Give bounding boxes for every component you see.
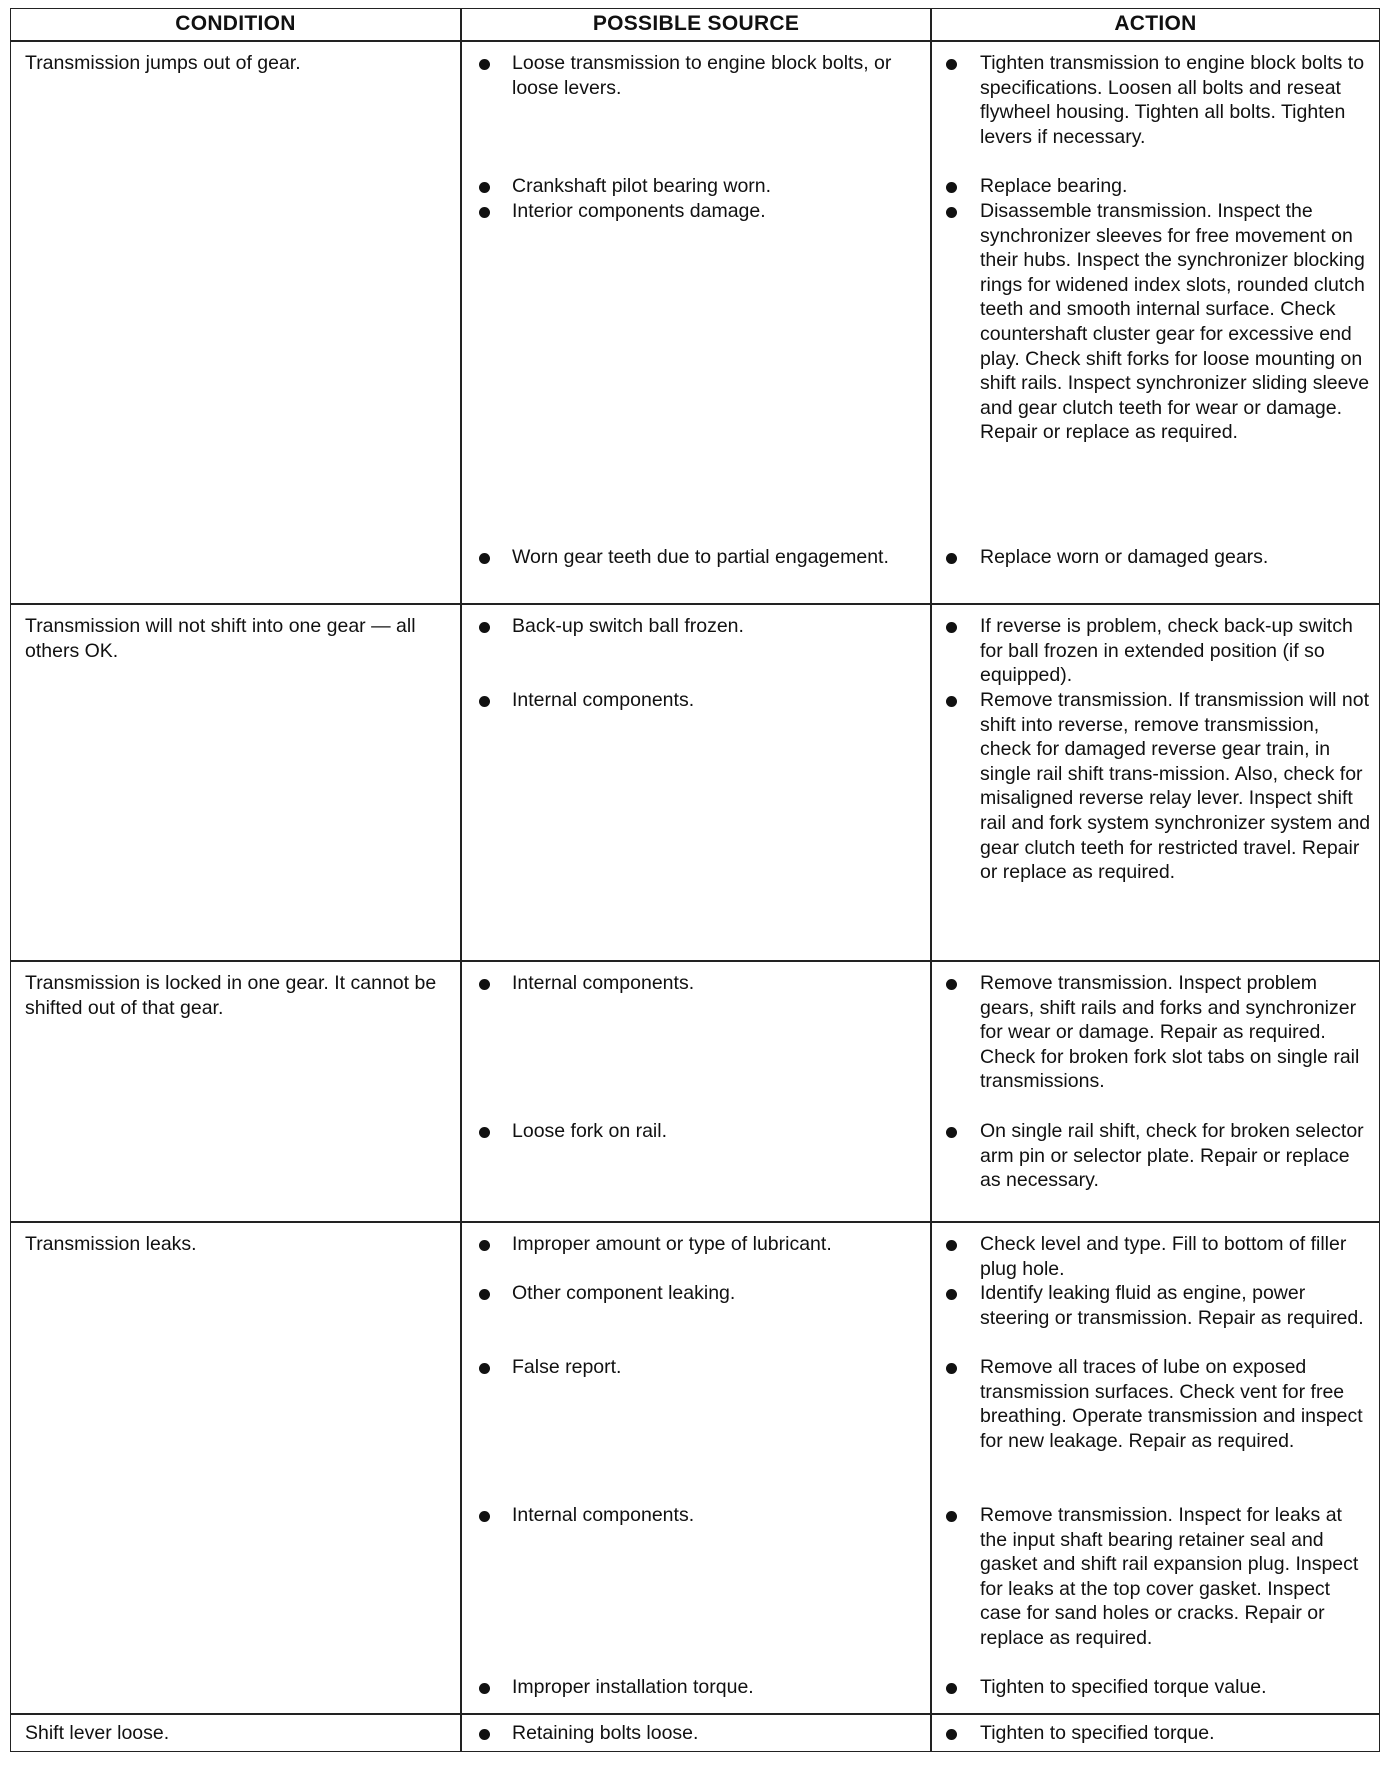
- list-item: [462, 1675, 930, 1700]
- bullet-icon: [946, 622, 957, 633]
- table-row: [10, 604, 1380, 961]
- bullet-icon: [946, 1511, 957, 1522]
- source-text: Worn gear teeth due to partial engagement.: [512, 546, 889, 568]
- action-text: Tighten transmission to engine block bolts to specifications. Loosen all bolts and reseat flywheel housing. Tighten all bolts. Tighten levers if necessary.: [980, 52, 1365, 148]
- list-item: [932, 545, 1379, 570]
- bullet-icon: [946, 553, 957, 564]
- bullet-icon: [479, 1511, 490, 1522]
- bullet-icon: [946, 1289, 957, 1300]
- action-text: Remove transmission. Inspect problem gears, shift rails and forks and synchronizer for wear or damage. Repair as required. Check for broken fork slot tabs on single rail transmissions.: [980, 972, 1360, 1093]
- list-item: [462, 971, 930, 996]
- bullet-icon: [946, 182, 957, 193]
- bullet-icon: [479, 1127, 490, 1138]
- table-header: [10, 8, 1380, 41]
- source-text: Other component leaking.: [512, 1282, 736, 1304]
- list-item: [932, 1119, 1379, 1193]
- bullet-icon: [946, 1729, 957, 1740]
- table-row: [10, 961, 1380, 1222]
- action-cell: [931, 41, 1380, 604]
- bullet-icon: [479, 59, 490, 70]
- action-cell: [931, 1222, 1380, 1714]
- action-text: Remove transmission. If transmission will not shift into reverse, remove transmission, check for damaged reverse gear train, in single rail shift trans-mission. Also, check for misaligned reverse relay lever. Inspect shift rail and fork system synchronizer system and gear clutch teeth for restricted travel. Repair or replace as required.: [980, 689, 1371, 884]
- condition-cell: Transmission is locked in one gear. It cannot be shifted out of that gear.: [10, 961, 461, 1222]
- bullet-icon: [946, 207, 957, 218]
- list-item: [932, 1281, 1379, 1330]
- action-text: On single rail shift, check for broken selector arm pin or selector plate. Repair or replace as necessary.: [980, 1120, 1364, 1192]
- source-text: Crankshaft pilot bearing worn.: [512, 175, 772, 197]
- list-item: [932, 1721, 1379, 1746]
- bullet-icon: [479, 553, 490, 564]
- source-text: Internal components.: [512, 972, 695, 994]
- source-text: Interior components damage.: [512, 200, 766, 222]
- bullet-icon: [479, 182, 490, 193]
- bullet-icon: [479, 1729, 490, 1740]
- bullet-icon: [946, 979, 957, 990]
- list-item: [462, 1721, 930, 1746]
- action-text: Disassemble transmission. Inspect the synchronizer sleeves for free movement on their hubs. Inspect the synchronizer blocking rings for widened index slots, rounded clutch teeth and smooth internal surface. Check countershaft cluster gear for excessive end play. Check shift forks for loose mounting on shift rails. Inspect synchronizer sliding sleeve and gear clutch teeth for wear or damage. Repair or replace as required.: [980, 200, 1370, 444]
- action-text: Replace bearing.: [980, 175, 1128, 197]
- list-item: [932, 1503, 1379, 1651]
- header-action: ACTION: [931, 8, 1380, 41]
- list-item: [932, 688, 1379, 885]
- bullet-icon: [479, 622, 490, 633]
- condition-cell: Transmission leaks.: [10, 1222, 461, 1714]
- action-cell: [931, 1714, 1380, 1752]
- header-possible-source: POSSIBLE SOURCE: [461, 8, 931, 41]
- list-item: [462, 1281, 930, 1306]
- condition-cell: Shift lever loose.: [10, 1714, 461, 1752]
- action-text: Remove transmission. Inspect for leaks at the input shaft bearing retainer seal and gasket and shift rail expansion plug. Inspect for leaks at the top cover gasket. Inspect case for sand holes or cracks. Repair or replace as required.: [980, 1504, 1359, 1649]
- list-item: [932, 51, 1379, 149]
- list-item: [462, 1503, 930, 1528]
- bullet-icon: [479, 1289, 490, 1300]
- list-item: [462, 614, 930, 639]
- list-item: [462, 1119, 930, 1144]
- action-text: If reverse is problem, check back-up switch for ball frozen in extended position (if so equipped).: [980, 615, 1353, 687]
- list-item: [462, 1232, 930, 1257]
- bullet-icon: [479, 207, 490, 218]
- source-text: Improper installation torque.: [512, 1676, 754, 1698]
- bullet-icon: [946, 1240, 957, 1251]
- bullet-icon: [946, 696, 957, 707]
- source-cell: [461, 1222, 931, 1714]
- source-cell: [461, 1714, 931, 1752]
- condition-cell: Transmission jumps out of gear.: [10, 41, 461, 604]
- list-item: [462, 199, 930, 224]
- list-item: [932, 1232, 1379, 1281]
- source-text: False report.: [512, 1356, 622, 1378]
- action-cell: [931, 961, 1380, 1222]
- action-text: Check level and type. Fill to bottom of filler plug hole.: [980, 1233, 1347, 1280]
- bullet-icon: [479, 1240, 490, 1251]
- source-text: Internal components.: [512, 1504, 695, 1526]
- source-cell: [461, 41, 931, 604]
- table-row: [10, 41, 1380, 604]
- list-item: [932, 614, 1379, 688]
- source-text: Internal components.: [512, 689, 695, 711]
- bullet-icon: [946, 1127, 957, 1138]
- list-item: [932, 1355, 1379, 1453]
- bullet-icon: [479, 1363, 490, 1374]
- header-condition: CONDITION: [10, 8, 461, 41]
- condition-cell: Transmission will not shift into one gear — all others OK.: [10, 604, 461, 961]
- action-text: Tighten to specified torque.: [980, 1722, 1215, 1744]
- bullet-icon: [479, 979, 490, 990]
- source-text: Back-up switch ball frozen.: [512, 615, 744, 637]
- source-text: Loose fork on rail.: [512, 1120, 668, 1142]
- table-row: [10, 1714, 1380, 1752]
- table-row: [10, 1222, 1380, 1714]
- action-text: Tighten to specified torque value.: [980, 1676, 1267, 1698]
- list-item: [462, 688, 930, 713]
- action-text: Remove all traces of lube on exposed transmission surfaces. Check vent for free breathing. Operate transmission and inspect for new leakage. Repair as required.: [980, 1356, 1363, 1452]
- list-item: [932, 1675, 1379, 1700]
- source-cell: [461, 961, 931, 1222]
- action-cell: [931, 604, 1380, 961]
- list-item: [462, 1355, 930, 1380]
- action-text: Identify leaking fluid as engine, power steering or transmission. Repair as required.: [980, 1282, 1364, 1329]
- source-text: Loose transmission to engine block bolts, or loose levers.: [512, 52, 892, 99]
- source-cell: [461, 604, 931, 961]
- bullet-icon: [946, 59, 957, 70]
- bullet-icon: [479, 1683, 490, 1694]
- list-item: [932, 199, 1379, 445]
- bullet-icon: [946, 1683, 957, 1694]
- source-text: Retaining bolts loose.: [512, 1722, 699, 1744]
- list-item: [932, 174, 1379, 199]
- bullet-icon: [479, 696, 490, 707]
- bullet-icon: [946, 1363, 957, 1374]
- list-item: [462, 545, 930, 570]
- source-text: Improper amount or type of lubricant.: [512, 1233, 832, 1255]
- action-text: Replace worn or damaged gears.: [980, 546, 1269, 568]
- troubleshooting-table: [10, 8, 1380, 1758]
- list-item: [932, 971, 1379, 1094]
- list-item: [462, 174, 930, 199]
- list-item: [462, 51, 930, 100]
